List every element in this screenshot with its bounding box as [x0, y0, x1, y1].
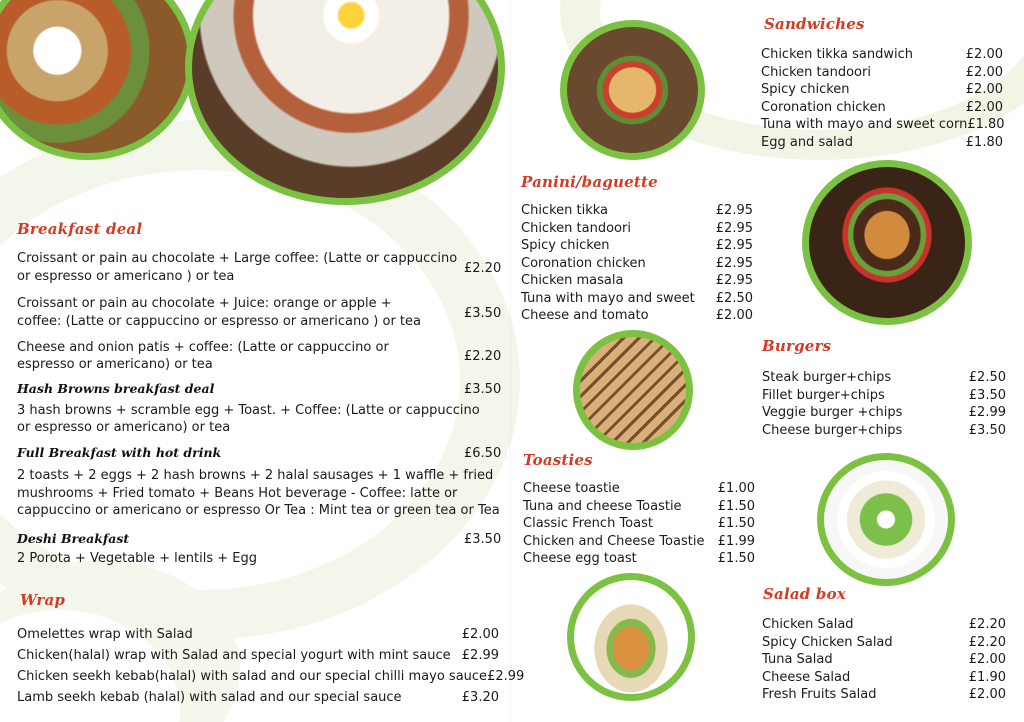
- full-breakfast-title: Full Breakfast with hot drink: [17, 445, 222, 460]
- burgers-photo: [802, 160, 972, 325]
- list-item: [762, 651, 1006, 669]
- list-item: [523, 533, 755, 551]
- toasties-item-name: Chicken and Cheese Toastie: [523, 533, 705, 549]
- burgers-item-name: Fillet burger+chips: [762, 387, 885, 403]
- panini-item-name: Chicken masala: [521, 273, 624, 288]
- panini-item-name: Tuna with mayo and sweet: [521, 290, 695, 306]
- list-item: [761, 134, 1003, 152]
- salad-item-name: Tuna Salad: [762, 652, 833, 667]
- wrap-item-name: Omelettes wrap with Salad: [17, 627, 193, 642]
- wrap-item-price: £2.00: [461, 627, 499, 642]
- sandwiches-item-price: £1.80: [965, 134, 1003, 150]
- breakfast-item-3-line-2: espresso or americano) or tea: [17, 357, 213, 372]
- sandwiches-item-price: £2.00: [965, 47, 1003, 62]
- breakfast-item-1-line-2: or espresso or americano ) or tea: [17, 269, 235, 284]
- sandwiches-item-price: £2.00: [965, 99, 1003, 115]
- panini-item-name: Coronation chicken: [521, 255, 646, 271]
- list-item: [521, 220, 753, 238]
- panini-item-price: £2.95: [715, 203, 753, 218]
- deshi-breakfast-price: £3.50: [464, 532, 502, 547]
- list-item: [762, 616, 1006, 634]
- breakfast-item-1-line-1: Croissant or pain au chocolate + Large coffee: (Latte or cappuccino: [17, 251, 458, 266]
- breakfast-item-2-line-2: coffee: (Latte or cappuccino or espresso or americano ) or tea: [17, 314, 421, 329]
- panini-heading: Panini/baguette: [521, 173, 658, 191]
- list-item: [523, 480, 755, 498]
- burgers-item-price: £2.50: [968, 370, 1006, 385]
- panini-item-price: £2.95: [715, 238, 753, 253]
- toasties-item-price: £1.50: [717, 516, 755, 531]
- list-item: [521, 237, 753, 255]
- deshi-breakfast-line-1: 2 Porota + Vegetable + lentils + Egg: [17, 551, 257, 566]
- burgers-item-price: £3.50: [968, 422, 1006, 438]
- breakfast-item-2-line-1: Croissant or pain au chocolate + Juice: orange or apple +: [17, 296, 392, 311]
- burgers-item-price: £3.50: [968, 387, 1006, 403]
- toasties-item-name: Cheese egg toast: [523, 551, 637, 566]
- wrap-item-name: Lamb seekh kebab (halal) with salad and our special sauce: [17, 690, 402, 705]
- panini-item-name: Cheese and tomato: [521, 308, 649, 323]
- sandwiches-item-name: Coronation chicken: [761, 99, 886, 115]
- list-item: [521, 255, 753, 273]
- salad-item-price: £2.00: [968, 687, 1006, 702]
- breakfast-item-3-line-1: Cheese and onion patis + coffee: (Latte or cappuccino or: [17, 340, 389, 355]
- toasties-list: [523, 480, 755, 568]
- sandwiches-item-name: Spicy chicken: [761, 82, 850, 97]
- list-item: [762, 686, 1006, 704]
- hash-browns-title: Hash Browns breakfast deal: [17, 381, 215, 396]
- list-item: [761, 81, 1003, 99]
- list-item: [762, 422, 1006, 440]
- full-breakfast-line-3: cappuccino or americano or espresso Or Tea : Mint tea or green tea or Tea: [17, 503, 500, 518]
- list-item: [523, 498, 755, 516]
- page-fold: [510, 0, 511, 722]
- list-item: [17, 666, 525, 687]
- list-item: [761, 46, 1003, 64]
- panini-item-name: Chicken tikka: [521, 203, 609, 218]
- sandwiches-item-name: Egg and salad: [761, 134, 854, 150]
- toasties-heading: Toasties: [523, 451, 593, 469]
- toasties-item-name: Classic French Toast: [523, 516, 653, 531]
- full-breakfast-line-2: mushrooms + Fried tomato + Beans Hot beverage - Coffee: latte or: [17, 486, 458, 501]
- breakfast-item-1-price: £2.20: [464, 261, 502, 276]
- wrap-item-price: £3.20: [461, 690, 499, 705]
- list-item: [762, 669, 1006, 687]
- toastie-photo: [573, 330, 693, 450]
- salad-list: [762, 616, 1006, 704]
- toasties-item-price: £1.50: [717, 551, 755, 566]
- panini-item-price: £2.50: [715, 290, 753, 306]
- sandwiches-item-price: £2.00: [965, 64, 1003, 80]
- salad-item-name: Fresh Fruits Salad: [762, 687, 877, 702]
- full-breakfast-line-1: 2 toasts + 2 eggs + 2 hash browns + 2 halal sausages + 1 waffle + fried: [17, 468, 494, 483]
- list-item: [521, 202, 753, 220]
- sandwiches-item-name: Chicken tikka sandwich: [761, 47, 914, 62]
- panini-item-name: Chicken tandoori: [521, 220, 631, 236]
- burgers-item-name: Veggie burger +chips: [762, 405, 903, 420]
- list-item: [523, 550, 755, 568]
- wrap-item-name: Chicken seekh kebab(halal) with salad and our special chilli mayo sauce: [17, 669, 488, 684]
- toasties-item-name: Tuna and cheese Toastie: [523, 498, 682, 514]
- deshi-breakfast-title: Deshi Breakfast: [17, 531, 130, 546]
- list-item: [17, 645, 499, 666]
- salad-heading: Salad box: [763, 585, 846, 603]
- burgers-item-name: Cheese burger+chips: [762, 422, 903, 438]
- burgers-list: [762, 369, 1006, 439]
- list-item: [761, 99, 1003, 117]
- wrap-item-price: £2.99: [461, 648, 499, 663]
- wrap-heading: Wrap: [20, 591, 66, 609]
- panini-list: [521, 202, 753, 325]
- salad-item-name: Spicy Chicken Salad: [762, 634, 893, 650]
- list-item: [521, 307, 753, 325]
- full-breakfast-price: £6.50: [464, 446, 502, 461]
- panini-item-name: Spicy chicken: [521, 238, 610, 253]
- sandwiches-heading: Sandwiches: [764, 15, 865, 33]
- breakfast-heading: Breakfast deal: [17, 220, 143, 238]
- sandwiches-item-price: £2.00: [965, 82, 1003, 97]
- panini-photo: [560, 20, 705, 160]
- toasties-item-price: £1.50: [717, 498, 755, 514]
- salad-item-price: £2.20: [968, 617, 1006, 632]
- list-item: [762, 369, 1006, 387]
- panini-item-price: £2.95: [715, 273, 753, 288]
- list-item: [523, 515, 755, 533]
- panini-item-price: £2.95: [715, 220, 753, 236]
- salad-item-price: £2.00: [968, 652, 1006, 667]
- burgers-heading: Burgers: [762, 337, 832, 355]
- wrap-list: [17, 624, 525, 708]
- wrap-photo: [567, 573, 695, 701]
- burgers-item-price: £2.99: [968, 405, 1006, 420]
- panini-item-price: £2.00: [715, 308, 753, 323]
- list-item: [762, 387, 1006, 405]
- burgers-item-name: Steak burger+chips: [762, 370, 892, 385]
- list-item: [761, 116, 1003, 134]
- sandwiches-list: [761, 46, 1003, 151]
- hash-browns-line-1: 3 hash browns + scramble egg + Toast. + Coffee: (Latte or cappuccino: [17, 403, 480, 418]
- toasties-item-price: £1.99: [717, 533, 755, 549]
- hash-browns-line-2: or espresso or americano) or tea: [17, 420, 231, 435]
- list-item: [17, 687, 499, 708]
- wrap-item-name: Chicken(halal) wrap with Salad and special yogurt with mint sauce: [17, 648, 451, 663]
- hash-browns-price: £3.50: [464, 382, 502, 397]
- breakfast-item-2-price: £3.50: [464, 306, 502, 321]
- breakfast-item-3-price: £2.20: [464, 349, 502, 364]
- salad-photo: [817, 453, 955, 586]
- wrap-item-price: £2.99: [487, 669, 525, 684]
- list-item: [761, 64, 1003, 82]
- toasties-item-price: £1.00: [717, 481, 755, 496]
- sandwiches-item-price: £1.80: [967, 117, 1005, 132]
- sandwiches-item-name: Tuna with mayo and sweet corn: [761, 117, 968, 132]
- list-item: [521, 290, 753, 308]
- list-item: [521, 272, 753, 290]
- toasties-item-name: Cheese toastie: [523, 481, 620, 496]
- salad-item-name: Chicken Salad: [762, 617, 854, 632]
- salad-item-price: £2.20: [968, 634, 1006, 650]
- salad-item-name: Cheese Salad: [762, 669, 851, 685]
- list-item: [17, 624, 499, 645]
- panini-item-price: £2.95: [715, 255, 753, 271]
- salad-item-price: £1.90: [968, 669, 1006, 685]
- list-item: [762, 404, 1006, 422]
- sandwiches-item-name: Chicken tandoori: [761, 64, 871, 80]
- list-item: [762, 634, 1006, 652]
